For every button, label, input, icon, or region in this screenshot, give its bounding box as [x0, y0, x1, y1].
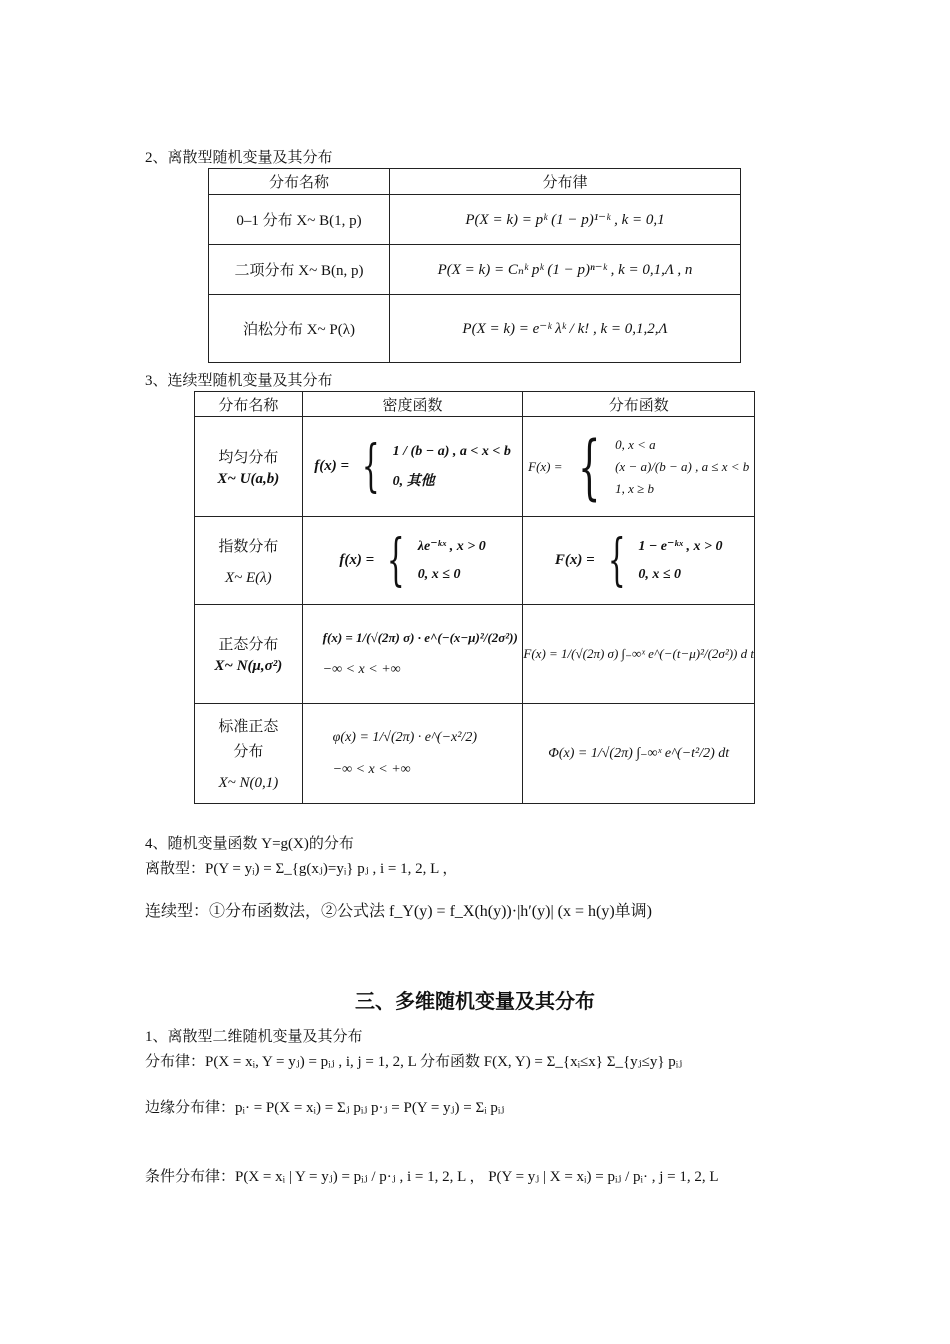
- normal-cdf-cell: [523, 605, 755, 704]
- std-normal-cdf-formula: Φ(x) = 1/√(2π) ∫₋∞ˣ e^(−t²/2) dt: [548, 746, 730, 761]
- uniform-cdf-case3: 1, x ≥ b: [615, 480, 654, 496]
- std-normal-density-cell: [302, 704, 523, 804]
- table-row: [209, 245, 741, 295]
- left-brace-icon: {: [361, 433, 380, 499]
- row-name: [195, 517, 303, 605]
- bernoulli-law: P(X = k) = pᵏ (1 − p)¹⁻ᵏ , k = 0,1: [465, 212, 665, 228]
- row-law: [390, 195, 741, 245]
- chapter-3-title: 三、多维随机变量及其分布: [355, 989, 595, 1013]
- table-row: [195, 605, 755, 704]
- multidim-conditional-law: 条件分布律：P(X = xᵢ | Y = yⱼ) = pᵢⱼ / p·ⱼ , i = 1, 2, L ， P(Y = yⱼ | X = xᵢ) = pᵢⱼ / pᵢ· , j = 1, 2, L: [145, 1169, 719, 1185]
- header-distribution-name: 分布名称: [209, 169, 390, 195]
- normal-density-formula: f(x) = 1/(√(2π) σ) · e^(−(x−μ)²/(2σ²)): [322, 630, 518, 645]
- exponential-density-lhs: f(x) =: [339, 552, 375, 568]
- uniform-density-lhs: f(x) =: [314, 458, 350, 474]
- uniform-name: 均匀分布: [218, 449, 279, 466]
- row-name: [195, 605, 303, 704]
- section-3-title: 3、连续型随机变量及其分布: [145, 373, 333, 389]
- std-normal-notation: X~ N(0,1): [218, 775, 279, 791]
- table-row: [209, 295, 741, 363]
- exponential-density-cell: [302, 517, 523, 605]
- table-row: [195, 704, 755, 804]
- uniform-cdf-case2: (x − a)/(b − a) , a ≤ x < b: [615, 458, 750, 474]
- multidim-joint-law: 分布律：P(X = xᵢ, Y = yⱼ) = pᵢⱼ , i, j = 1, 2, L 分布函数 F(X, Y) = Σ_{xᵢ≤x} Σ_{yⱼ≤y} pᵢⱼ: [145, 1054, 683, 1070]
- section-4-discrete: 离散型：P(Y = yᵢ) = Σ_{g(xⱼ)=yᵢ} pⱼ , i = 1, 2, L ，: [145, 861, 458, 877]
- normal-density-cell: [302, 605, 523, 704]
- exponential-density-case2: 0, x ≤ 0: [417, 567, 461, 582]
- section-2-title: 2、离散型随机变量及其分布: [145, 150, 333, 166]
- std-normal-name-2: 分布: [233, 744, 264, 760]
- table-row: [195, 517, 755, 605]
- table-row: [209, 195, 741, 245]
- exponential-density-case1: λe⁻ᵏˣ , x > 0: [417, 539, 486, 554]
- binomial-law: P(X = k) = Cₙᵏ pᵏ (1 − p)ⁿ⁻ᵏ , k = 0,1,Λ , n: [437, 262, 693, 278]
- multidim-section-1-title: 1、离散型二维随机变量及其分布: [145, 1029, 363, 1045]
- normal-density-domain: −∞ < x < +∞: [322, 662, 401, 677]
- uniform-density-case1: 1 / (b − a) , a < x < b: [392, 443, 511, 459]
- row-name: [195, 417, 303, 517]
- row-name: [195, 704, 303, 804]
- exponential-cdf-case1: 1 − e⁻ᵏˣ , x > 0: [638, 539, 723, 554]
- bernoulli-name: 0–1 分布 X~ B(1, p): [236, 213, 362, 229]
- section-4-title: 4、随机变量函数 Y=g(X)的分布: [145, 836, 354, 852]
- uniform-cdf-case1: 0, x < a: [615, 436, 656, 452]
- row-name: [209, 295, 390, 363]
- header-density: 密度函数: [302, 392, 523, 417]
- table-row: [195, 417, 755, 517]
- normal-name: 正态分布: [218, 637, 279, 653]
- row-name: [209, 245, 390, 295]
- uniform-notation: X~ U(a,b): [217, 470, 280, 487]
- header-distribution-name: 分布名称: [195, 392, 303, 417]
- poisson-law: P(X = k) = e⁻ᵏ λᵏ / k! , k = 0,1,2,Λ: [462, 321, 668, 337]
- left-brace-icon: {: [607, 527, 626, 593]
- uniform-cdf-lhs: F(x) =: [528, 458, 563, 474]
- multidim-marginal-law: 边缘分布律：pᵢ· = P(X = xᵢ) = Σⱼ pᵢⱼ p·ⱼ = P(Y = yⱼ) = Σᵢ pᵢⱼ: [145, 1100, 505, 1116]
- poisson-name: 泊松分布 X~ P(λ): [242, 322, 356, 338]
- exponential-cdf-case2: 0, x ≤ 0: [638, 567, 681, 582]
- std-normal-density-domain: −∞ < x < +∞: [332, 761, 411, 777]
- row-law: [390, 245, 741, 295]
- discrete-distribution-table: [208, 168, 741, 363]
- exponential-cdf-lhs: F(x) =: [554, 552, 595, 568]
- exponential-cdf-cell: [523, 517, 755, 605]
- continuous-distribution-table: [194, 391, 755, 804]
- header-cdf: 分布函数: [523, 392, 755, 417]
- std-normal-cdf-cell: [523, 704, 755, 804]
- header-distribution-law: 分布律: [390, 169, 741, 195]
- row-name: [209, 195, 390, 245]
- uniform-cdf-cell: [523, 417, 755, 517]
- uniform-density-case2: 0, 其他: [392, 473, 435, 489]
- row-law: [390, 295, 741, 363]
- std-normal-name: 标准正态: [218, 719, 279, 735]
- normal-notation: X~ N(μ,σ²): [214, 658, 283, 674]
- exponential-notation: X~ E(λ): [224, 569, 272, 586]
- left-brace-icon: {: [577, 425, 600, 508]
- binomial-name: 二项分布 X~ B(n, p): [234, 263, 364, 279]
- normal-cdf-formula: F(x) = 1/(√(2π) σ) ∫₋∞ˣ e^(−(t−μ)²/(2σ²)) d t: [523, 646, 754, 661]
- uniform-density-cell: [302, 417, 523, 517]
- exponential-name: 指数分布: [218, 538, 279, 555]
- left-brace-icon: {: [387, 527, 405, 593]
- section-4-continuous: 连续型：①分布函数法，②公式法 f_Y(y) = f_X(h(y))·|h′(y)| (x = h(y)单调): [145, 903, 652, 920]
- std-normal-density-formula: φ(x) = 1/√(2π) · e^(−x²/2): [332, 729, 477, 745]
